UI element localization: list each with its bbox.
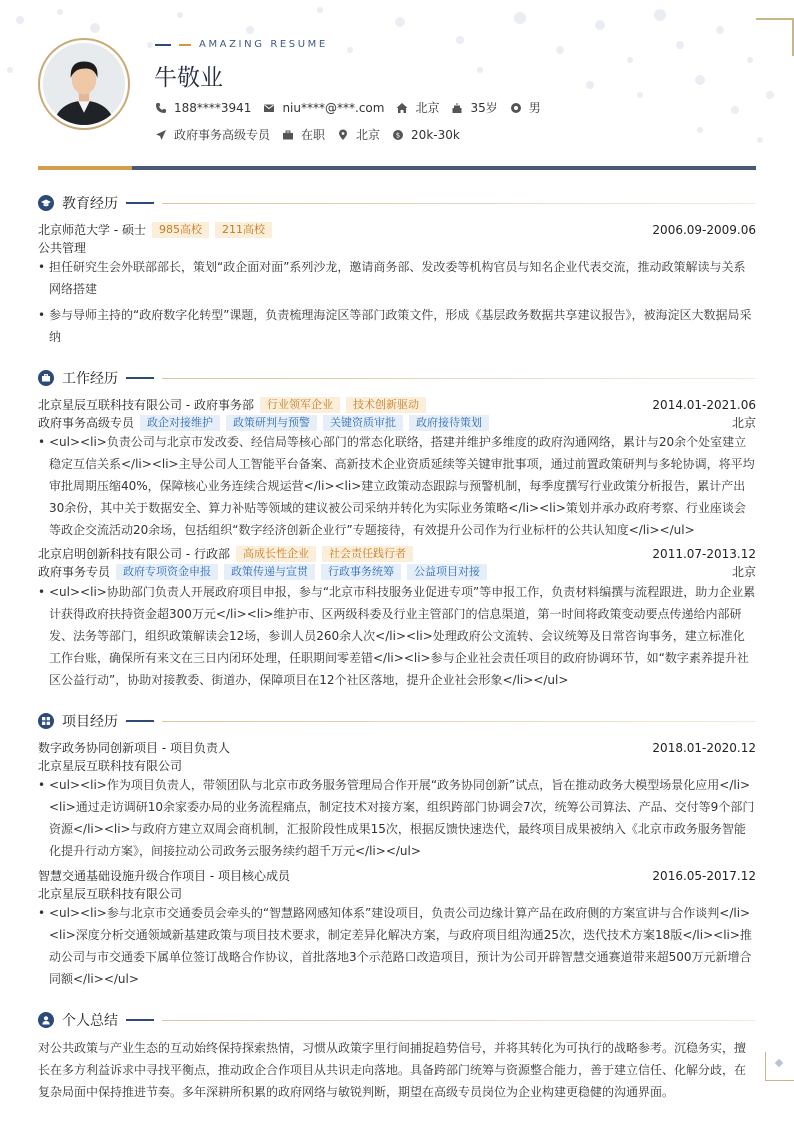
target-city-text: 北京 (356, 128, 381, 142)
phone-icon (155, 102, 167, 114)
job-header-row (38, 396, 756, 413)
education-header-row (38, 221, 756, 238)
user-icon (38, 1012, 54, 1028)
graduation-cap-icon (38, 195, 54, 211)
education-period: 2006.09-2009.06 (652, 222, 756, 237)
tagline: AMAZING RESUME (155, 39, 328, 50)
list-item: • <ul><li>负责公司与北京市发改委、经信局等核心部门的常态化联络，搭建并维护多维度的政府沟通网络，累计与20余个处室建立稳定互信关系</li><li>主导公司人工智能平台备案、高新技术企业资质延续等关键审批事项，通过前置政策研判与多轮协调，将平均审批周期压缩40%，保障核心业务连续合规运营</li><li>建立政策动态跟踪与预警机制，每季度撰写行业政策分析报告，累计产出30余份，其中关于数据安全、算力补贴等领域的建议被公司采纳并转化为实际业务策略</li><li>策划并承办政府考察、行业座谈会等政企交流活动20余场，包括组织“数字经济创新企业行”专题接待，有效提升公司作为行业标杆的公共认知度</li></ul> (38, 435, 755, 537)
project-period: 2016.05-2017.12 (652, 868, 756, 883)
school-badge: 211高校 (215, 222, 272, 238)
skill-tag: 政府专项资金申报 (116, 564, 218, 580)
salary-icon (392, 129, 404, 141)
school-name: 北京师范大学 - 硕士 (38, 223, 146, 237)
project-company: 北京星辰互联科技有限公司 (38, 759, 183, 773)
project-company-row (38, 885, 756, 902)
gender-text: 男 (528, 101, 541, 115)
grid-icon (38, 713, 54, 729)
section-title: 项目经历 (62, 714, 118, 730)
job-location: 北京 (731, 416, 756, 430)
section-title: 教育经历 (62, 196, 118, 212)
company-name: 北京星辰互联科技有限公司 - 政府事务部 (38, 398, 254, 412)
corner-decoration-top (756, 18, 794, 56)
location-pin-icon (337, 129, 349, 141)
section-header-work (38, 368, 756, 388)
job-role-row (38, 414, 756, 431)
skill-tag: 关键资质审批 (323, 415, 403, 431)
project-name: 智慧交通基础设施升级合作项目 - 项目核心成员 (38, 869, 290, 883)
major-row (38, 239, 756, 256)
contact-row (155, 99, 553, 116)
list-item: • <ul><li>协助部门负责人开展政府项目申报，参与“北京市科技服务业促进专项”等申报工作，负责材料编撰与流程跟进，助力企业累计获得政府扶持资金超300万元</li><li>维护市、区两级科委及行业主管部门的信息渠道，第一时间将政策变动要点传递给内部研发、法务等部门，组织政策解读会12场，参训人员260余人次</li><li>处理政府公文流转、会议统筹及日常咨询事务，建立标准化工作台账，确保所有来文在三日内闭环处理，任职期间零差错</li><li>参与企业社会责任项目的政府协调环节，如“数字素养提升社区公益行动”，协助对接教委、街道办，保障项目在12个社区落地，提升企业社会形象</li></ul> (38, 585, 756, 687)
status-text: 在职 (301, 128, 326, 142)
home-icon (396, 102, 408, 114)
company-badge: 行业领军企业 (260, 397, 340, 413)
salary-text: 20k-30k (411, 127, 460, 142)
project-company-row (38, 757, 756, 774)
email-icon (263, 102, 275, 114)
briefcase-icon (38, 370, 54, 386)
project-header-row (38, 867, 756, 884)
age-text: 35岁 (470, 101, 498, 115)
job-role-row (38, 563, 756, 580)
email-text: niu****@***.com (282, 100, 385, 115)
job-header-row (38, 545, 756, 562)
portrait-photo (43, 43, 125, 125)
skill-tag: 政企对接维护 (140, 415, 220, 431)
city-text: 北京 (415, 101, 440, 115)
list-item: • <ul><li>作为项目负责人，带领团队与北京市政务服务管理局合作开展“政务协同创新”试点，旨在推动政务大模型场景化应用</li><li>通过走访调研10余家委办局的业务流程痛点，制定技术对接方案，组织跨部门协调会7次，统筹公司算法、产品、交付等9个部门资源</li><li>与政府方建立双周会商机制，汇报阶段性成果15次，根据反馈快速迭代，最终项目成果被纳入《北京市政务服务智能化提升行动方案》，间接拉动公司政务云服务续约超千万元</li></ul> (38, 778, 755, 858)
list-item: • 参与导师主持的“政府数字化转型”课题，负责梳理海淀区等部门政策文件，形成《基层政务数据共享建议报告》，被海淀区大数据局采纳 (38, 308, 752, 344)
section-header-education (38, 193, 756, 213)
company-badge: 高成长性企业 (236, 546, 316, 562)
job-role: 政府事务专员 (38, 565, 111, 579)
section-header-projects (38, 711, 756, 731)
project-name: 数字政务协同创新项目 - 项目负责人 (38, 741, 230, 755)
skill-tag: 政策研判与预警 (226, 415, 317, 431)
header-divider-bar (38, 166, 756, 170)
avatar (38, 38, 130, 130)
briefcase-icon (282, 129, 294, 141)
job-period: 2014.01-2021.06 (652, 397, 756, 412)
job-location: 北京 (731, 565, 756, 579)
school-badge: 985高校 (152, 222, 209, 238)
skill-tag: 公益项目对接 (407, 564, 487, 580)
cake-icon (451, 102, 463, 114)
skill-tag: 政策传递与宣贯 (224, 564, 315, 580)
job-role: 政府事务高级专员 (38, 416, 135, 430)
list-item: • <ul><li>参与北京市交通委员会牵头的“智慧路网感知体系”建设项目，负责公司边缘计算产品在政府侧的方案宣讲与合作谈判</li><li>深度分析交通领域新基建政策与项目技术要求，制定差异化解决方案，与政府项目组沟通25次，迭代技术方案18版</li><li>推动公司与市交通委下属单位签订战略合作协议，首批落地3个示范路口改造项目，预计为公司开辟智慧交通赛道带来超500万元新增合同额</li></ul> (38, 906, 752, 986)
project-header-row (38, 739, 756, 756)
job-intent-row (155, 126, 472, 143)
project-company: 北京星辰互联科技有限公司 (38, 887, 183, 901)
company-name: 北京启明创新科技有限公司 - 行政部 (38, 547, 230, 561)
company-badge: 社会责任践行者 (322, 546, 413, 562)
gender-icon (510, 102, 522, 114)
job-period: 2011.07-2013.12 (652, 546, 756, 561)
major-name: 公共管理 (38, 241, 87, 255)
summary-text: 对公共政策与产业生态的互动始终保持探索热情，习惯从政策字里行间捕捉趋势信号，并将其转化为可执行的战略参考。沉稳务实，擅长在多方利益诉求中寻找平衡点，推动政企合作项目从共识走向落地。具备跨部门统筹与资源整合能力，善于建立信任、化解分歧，在复杂局面中保持推进节奏。多年深耕所积累的政府网络与敏锐判断，期望在高级专员岗位为企业构建更稳健的沟通界面。 (38, 1041, 747, 1099)
list-item: • 担任研究生会外联部部长，策划“政企面对面”系列沙龙，邀请商务部、发改委等机构官员与知名企业代表交流，推动政策解读与关系网络搭建 (38, 260, 746, 296)
skill-tag: 行政事务统筹 (321, 564, 401, 580)
section-header-summary (38, 1010, 756, 1030)
company-badge: 技术创新驱动 (346, 397, 426, 413)
phone-text: 188****3941 (174, 100, 252, 115)
send-icon (155, 129, 167, 141)
section-title: 个人总结 (62, 1013, 118, 1029)
skill-tag: 政府接待策划 (409, 415, 489, 431)
svg-text:$: $ (395, 131, 401, 140)
section-title: 工作经历 (62, 371, 118, 387)
position-text: 政府事务高级专员 (174, 128, 271, 142)
project-period: 2018.01-2020.12 (652, 740, 756, 755)
candidate-name: 牛敬业 (154, 65, 223, 91)
